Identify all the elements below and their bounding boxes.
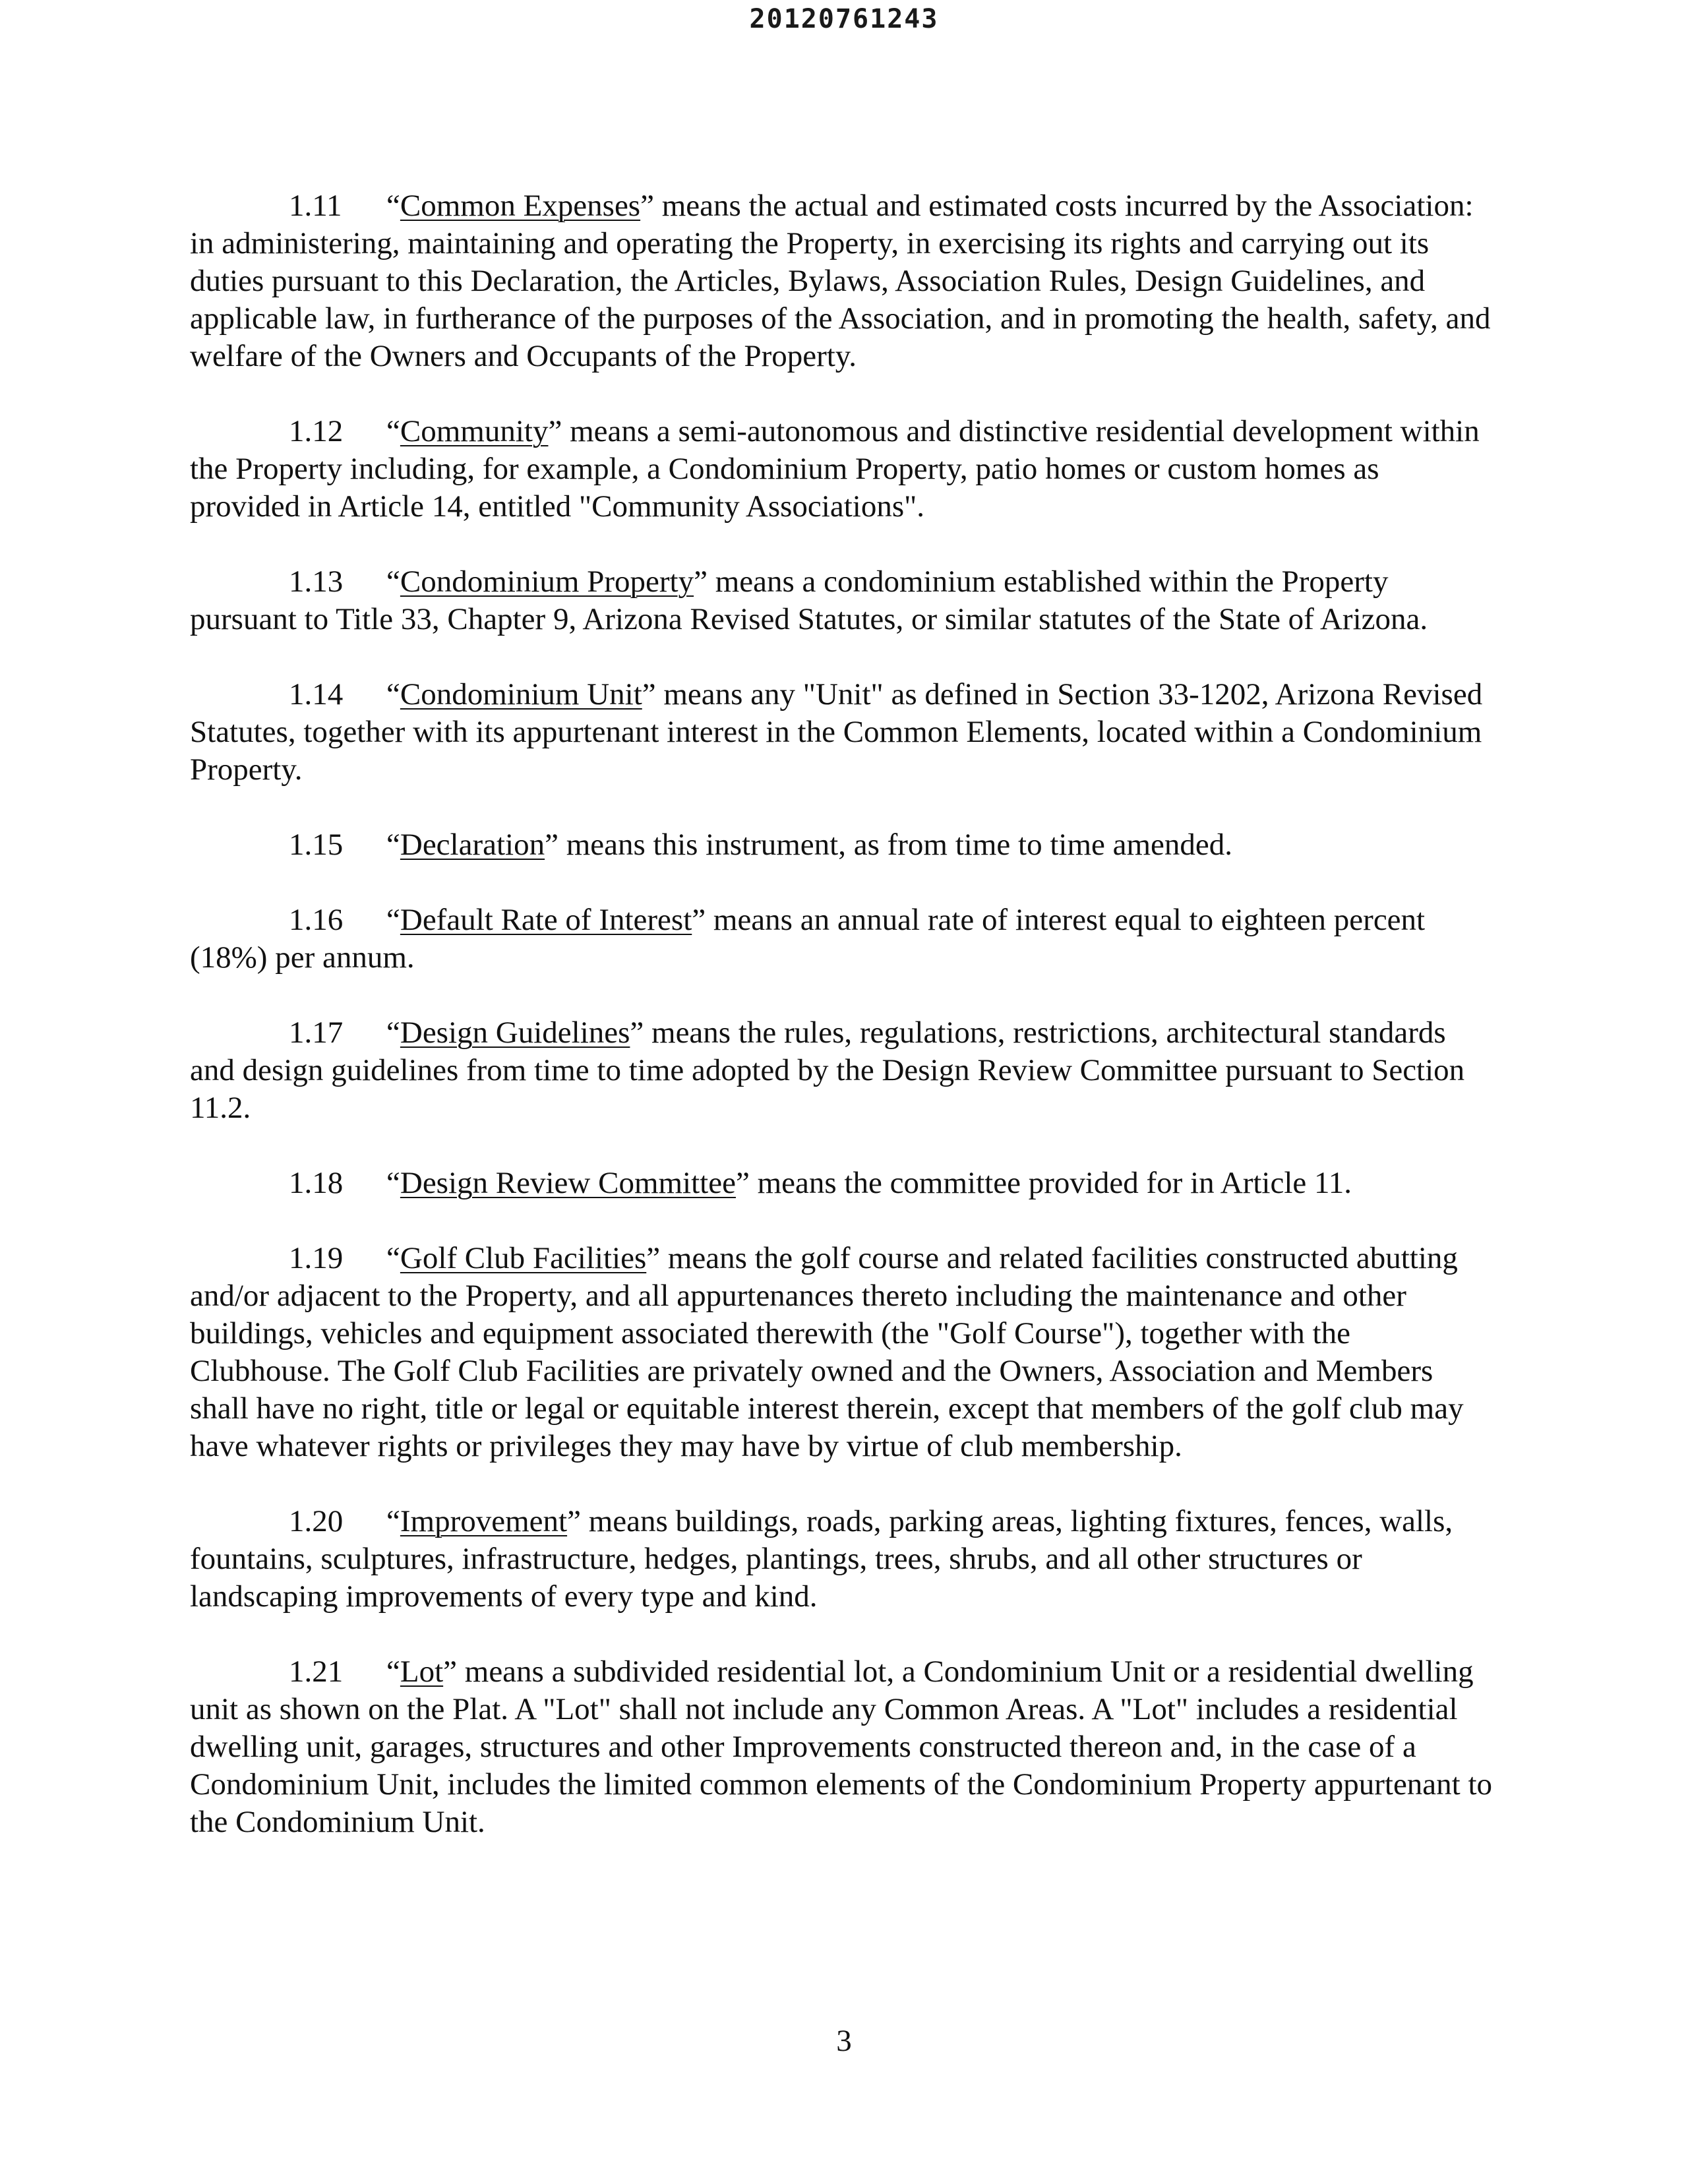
definition-1-21 xyxy=(190,1653,1495,1841)
definition-text: ” means a semi-autonomous and distinctive residential development within the Property including, for example, a Condominium Property, patio homes or custom homes as provided in Article 14, entitled "Community Associations". xyxy=(190,414,1480,524)
defined-term: Default Rate of Interest xyxy=(400,903,692,937)
open-quote: “ xyxy=(386,828,400,862)
defined-term: Declaration xyxy=(400,828,545,862)
open-quote: “ xyxy=(386,677,400,712)
definition-text: ” means a condominium established within the Property pursuant to Title 33, Chapter 9, Arizona Revised Statutes, or similar statutes of the State of Arizona. xyxy=(190,564,1428,636)
defined-term: Condominium Unit xyxy=(400,677,642,712)
document-number: 20120761243 xyxy=(749,4,939,34)
definition-text: ” means a subdivided residential lot, a Condominium Unit or a residential dwelling unit as shown on the Plat. A "Lot" shall not include any Common Areas. A "Lot" includes a residential dwelling unit, garages, structures and other Improvements constructed thereon and, in the case of a Condominium Unit, includes the limited common elements of the Condominium Property appurtenant to the Condominium Unit. xyxy=(190,1654,1493,1839)
definition-1-19 xyxy=(190,1240,1495,1465)
open-quote: “ xyxy=(386,903,400,937)
definition-1-17 xyxy=(190,1014,1495,1127)
section-number: 1.14 xyxy=(289,677,344,712)
definitions-section xyxy=(190,187,1495,1879)
section-number: 1.19 xyxy=(289,1241,344,1275)
defined-term: Golf Club Facilities xyxy=(400,1241,647,1275)
defined-term: Condominium Property xyxy=(400,564,694,599)
section-number: 1.13 xyxy=(289,564,344,599)
defined-term: Common Expenses xyxy=(400,189,641,223)
definition-1-16 xyxy=(190,901,1495,977)
section-number: 1.12 xyxy=(289,414,344,448)
open-quote: “ xyxy=(386,1654,400,1689)
open-quote: “ xyxy=(386,1241,400,1275)
definition-text: ” means buildings, roads, parking areas, lighting fixtures, fences, walls, fountains, sculptures, infrastructure, hedges, plantings, trees, shrubs, and all other structures or landscaping improvements of every type and kind. xyxy=(190,1504,1453,1614)
open-quote: “ xyxy=(386,189,400,223)
section-number: 1.20 xyxy=(289,1504,344,1538)
defined-term: Community xyxy=(400,414,549,448)
defined-term: Design Guidelines xyxy=(400,1016,630,1050)
defined-term: Design Review Committee xyxy=(400,1166,736,1200)
section-number: 1.18 xyxy=(289,1166,344,1200)
definition-text: ” means the golf course and related facilities constructed abutting and/or adjacent to the Property, and all appurtenances thereto including the maintenance and other buildings, vehicles and equipment associated therewith (the "Golf Course"), together with the Clubhouse. The Golf Club Facilities are privately owned and the Owners, Association and Members shall have no right, title or legal or equitable interest therein, except that members of the golf club may have whatever rights or privileges they may have by virtue of club membership. xyxy=(190,1241,1464,1463)
section-number: 1.11 xyxy=(289,189,342,223)
definition-text: ” means an annual rate of interest equal to eighteen percent (18%) per annum. xyxy=(190,903,1426,975)
definition-1-20 xyxy=(190,1503,1495,1616)
definition-text: ” means any "Unit" as defined in Section 33-1202, Arizona Revised Statutes, together with its appurtenant interest in the Common Elements, located within a Condominium Property. xyxy=(190,677,1483,787)
definition-text: ” means this instrument, as from time to time amended. xyxy=(545,828,1232,862)
defined-term: Lot xyxy=(400,1654,444,1689)
definition-1-14 xyxy=(190,676,1495,789)
definition-1-12 xyxy=(190,413,1495,526)
open-quote: “ xyxy=(386,564,400,599)
section-number: 1.21 xyxy=(289,1654,344,1689)
open-quote: “ xyxy=(386,1504,400,1538)
definition-text: ” means the rules, regulations, restrictions, architectural standards and design guidelines from time to time adopted by the Design Review Committee pursuant to Section 11.2. xyxy=(190,1016,1465,1125)
open-quote: “ xyxy=(386,1166,400,1200)
definition-1-11 xyxy=(190,187,1495,375)
section-number: 1.15 xyxy=(289,828,344,862)
definition-1-15 xyxy=(190,826,1495,864)
section-number: 1.16 xyxy=(289,903,344,937)
defined-term: Improvement xyxy=(400,1504,568,1538)
page-number: 3 xyxy=(836,2024,852,2058)
open-quote: “ xyxy=(386,414,400,448)
definition-1-13 xyxy=(190,563,1495,638)
definition-text: ” means the actual and estimated costs incurred by the Association: in administering, maintaining and operating the Property, in exercising its rights and carrying out its duties pursuant to this Declaration, the Articles, Bylaws, Association Rules, Design Guidelines, and applicable law, in furtherance of the purposes of the Association, and in promoting the health, safety, and welfare of the Owners and Occupants of the Property. xyxy=(190,189,1491,373)
definition-1-18 xyxy=(190,1165,1495,1202)
definition-text: ” means the committee provided for in Article 11. xyxy=(735,1166,1352,1200)
section-number: 1.17 xyxy=(289,1016,344,1050)
open-quote: “ xyxy=(386,1016,400,1050)
